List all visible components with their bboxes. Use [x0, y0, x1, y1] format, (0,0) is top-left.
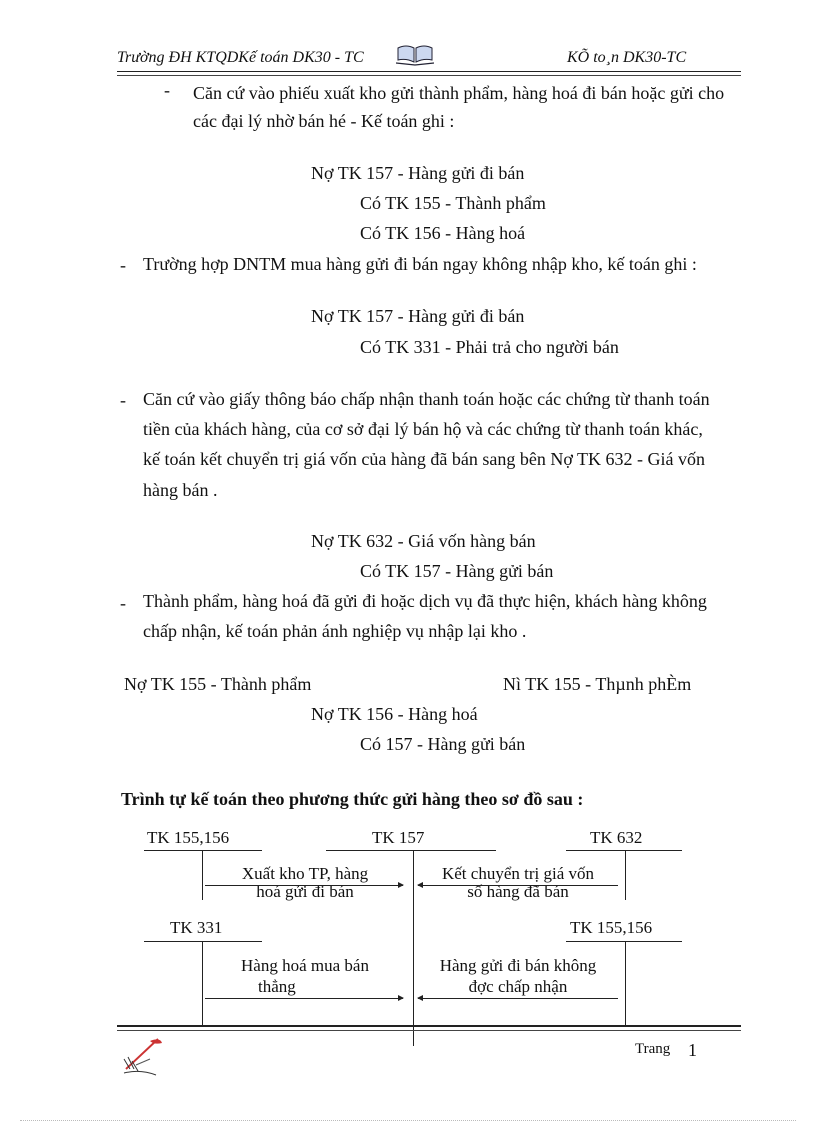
bullet3-line1: Căn cứ vào giấy thông báo chấp nhận thanh toán hoặc các chứng từ thanh toán — [143, 389, 710, 409]
bullet-dash: - — [120, 255, 126, 275]
entry2-credit: Có TK 331 - Phải trả cho người bán — [360, 337, 619, 357]
flow4-label — [418, 955, 618, 997]
bullet3-line2: tiền của khách hàng, của cơ sở đại lý bán hộ và các chứng từ thanh toán khác, — [143, 419, 703, 439]
diagram-heading: Trình tự kế toán theo phương thức gửi hàng theo sơ đồ sau : — [121, 789, 584, 809]
account-tk155-156-return: TK 155,156 — [570, 918, 653, 937]
t-account-stem — [625, 941, 626, 1025]
flow2-label — [418, 865, 618, 901]
t-account-stem — [625, 850, 626, 900]
bullet3-line4: hàng bán . — [143, 480, 218, 500]
quill-logo — [120, 1035, 166, 1082]
account-tk155-156: TK 155,156 — [147, 828, 230, 847]
book-icon — [396, 42, 434, 71]
flow3-line2: thẳng — [258, 977, 296, 996]
flow1-label — [210, 865, 400, 901]
bullet4-line2: chấp nhận, kế toán phản ánh nghiệp vụ nhập lại kho . — [143, 621, 527, 641]
page-edge — [20, 1120, 796, 1121]
account-tk331: TK 331 — [170, 918, 223, 937]
account-tk632: TK 632 — [590, 828, 643, 847]
header-rule-thin — [117, 75, 741, 76]
account-tk157: TK 157 — [372, 828, 425, 847]
flow1-line1: Xuất kho TP, hàng — [241, 864, 369, 883]
flow1-arrow — [205, 885, 403, 886]
t-account-stem — [413, 850, 414, 1046]
entry4-debit1-garbled: Nì TK 155 - Thµnh phÈm — [503, 674, 692, 694]
flow1-line2: hoá gửi đi bán — [256, 882, 354, 901]
bullet3-line3: kế toán kết chuyển trị giá vốn của hàng đã bán sang bên Nợ TK 632 - Giá vốn — [143, 449, 706, 469]
flow3-arrow — [205, 998, 403, 999]
bullet-dash: - — [120, 593, 126, 613]
entry3-debit: Nợ TK 632 - Giá vốn hàng bán — [311, 531, 536, 551]
flow2-arrow — [418, 885, 618, 886]
flow3-line1: Hàng hoá mua bán — [241, 956, 369, 975]
flow3-label — [210, 955, 400, 997]
footer-rule-thin — [117, 1030, 741, 1031]
t-account-stem — [202, 941, 203, 1025]
t-account-bar — [566, 850, 682, 851]
entry4-debit1: Nợ TK 155 - Thành phẩm — [124, 674, 312, 694]
t-account-bar — [566, 941, 682, 942]
page-number: 1 — [688, 1040, 697, 1060]
t-account-stem — [202, 850, 203, 900]
footer-rule — [117, 1025, 741, 1027]
bullet1-line2: các đại lý nhờ bán hé - Kế toán ghi : — [193, 111, 455, 131]
entry1-debit: Nợ TK 157 - Hàng gửi đi bán — [311, 163, 525, 183]
flow2-line1: Kết chuyển trị giá vốn — [441, 864, 594, 883]
bullet-dash: - — [120, 390, 126, 410]
t-account-bar — [326, 850, 496, 851]
header-right: KÕ to¸n DK30-TC — [567, 49, 687, 66]
bullet-dash: - — [164, 80, 170, 100]
entry3-credit: Có TK 157 - Hàng gửi bán — [360, 561, 554, 581]
flow4-line1: Hàng gửi đi bán không — [439, 956, 597, 975]
header-rule — [117, 71, 741, 72]
header-left: Trường ĐH KTQDKế toán DK30 - TC — [117, 49, 364, 66]
t-account-bar — [144, 850, 262, 851]
t-account-bar — [144, 941, 262, 942]
entry4-debit2: Nợ TK 156 - Hàng hoá — [311, 704, 478, 724]
entry1-credit2: Có TK 156 - Hàng hoá — [360, 223, 526, 243]
bullet1-line1: Căn cứ vào phiếu xuất kho gửi thành phẩm, hàng hoá đi bán hoặc gửi cho — [193, 83, 725, 103]
bullet2-text: Trường hợp DNTM mua hàng gửi đi bán ngay không nhập kho, kế toán ghi : — [143, 254, 697, 274]
flow4-arrow — [418, 998, 618, 999]
flow4-line2: đợc chấp nhận — [468, 977, 568, 996]
bullet4-line1: Thành phẩm, hàng hoá đã gửi đi hoặc dịch vụ đã thực hiện, khách hàng không — [143, 591, 707, 611]
flow2-line2: số hàng đã bán — [467, 882, 569, 901]
page-label: Trang — [635, 1041, 671, 1057]
entry2-debit: Nợ TK 157 - Hàng gửi đi bán — [311, 306, 525, 326]
entry4-credit: Có 157 - Hàng gửi bán — [360, 734, 526, 754]
entry1-credit1: Có TK 155 - Thành phẩm — [360, 193, 546, 213]
